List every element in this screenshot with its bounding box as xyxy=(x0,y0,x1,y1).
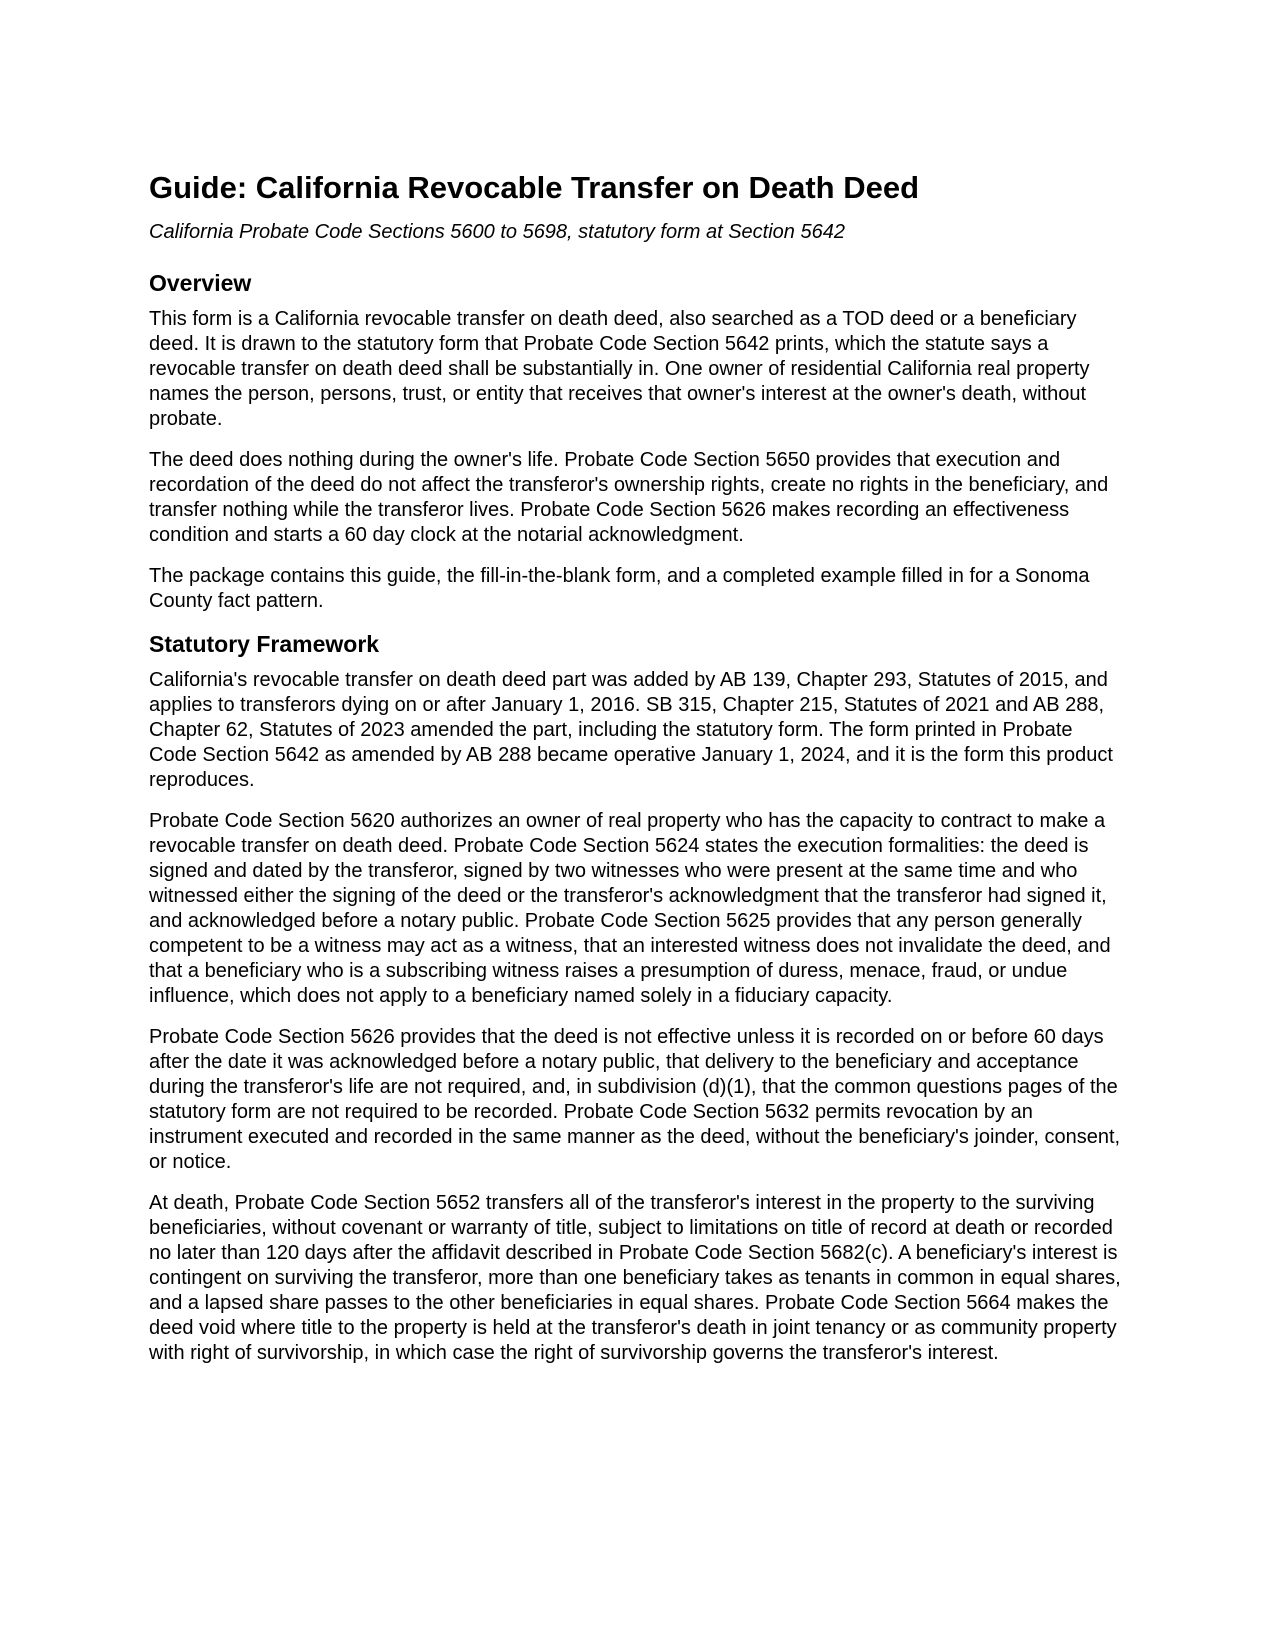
document-page xyxy=(149,170,1124,1382)
paragraph: California's revocable transfer on death deed part was added by AB 139, Chapter 293, Statutes of 2015, and applies to transferors dying on or after January 1, 2016. SB 315, Chapter 215, Statutes of 2021 and AB 288, Chapter 62, Statutes of 2023 amended the part, including the statutory form. The form printed in Probate Code Section 5642 as amended by AB 288 became operative January 1, 2024, and it is the form this product reproduces. xyxy=(149,669,1113,791)
section-overview xyxy=(149,269,1124,614)
paragraph: This form is a California revocable transfer on death deed, also searched as a TOD deed or a beneficiary deed. It is drawn to the statutory form that Probate Code Section 5642 prints, which the statute says a revocable transfer on death deed shall be substantially in. One owner of residential California real property names the person, persons, trust, or entity that receives that owner's interest at the owner's death, without probate. xyxy=(149,308,1090,430)
paragraph: The deed does nothing during the owner's life. Probate Code Section 5650 provides that execution and recordation of the deed do not affect the transferor's ownership rights, create no rights in the beneficiary, and transfer nothing while the transferor lives. Probate Code Section 5626 makes recording an effectiveness condition and starts a 60 day clock at the notarial acknowledgment. xyxy=(149,449,1109,546)
section-heading: Overview xyxy=(149,270,252,296)
document-title: Guide: California Revocable Transfer on Death Deed xyxy=(149,170,920,205)
paragraph: Probate Code Section 5620 authorizes an owner of real property who has the capacity to contract to make a revocable transfer on death deed. Probate Code Section 5624 states the execution formalities: the deed is signed and dated by the transferor, signed by two witnesses who were present at the same time and who witnessed either the signing of the deed or the transferor's acknowledgment that the transferor had signed it, and acknowledged before a notary public. Probate Code Section 5625 provides that any person generally competent to be a witness may act as a witness, that an interested witness does not invalidate the deed, and that a beneficiary who is a subscribing witness raises a presumption of duress, menace, fraud, or undue influence, which does not apply to a beneficiary named solely in a fiduciary capacity. xyxy=(149,810,1111,1007)
paragraph: At death, Probate Code Section 5652 transfers all of the transferor's interest in the property to the surviving beneficiaries, without covenant or warranty of title, subject to limitations on title of record at death or recorded no later than 120 days after the affidavit described in Probate Code Section 5682(c). A beneficiary's interest is contingent on surviving the transferor, more than one beneficiary takes as tenants in common in equal shares, and a lapsed share passes to the other beneficiaries in equal shares. Probate Code Section 5664 makes the deed void where title to the property is held at the transferor's death in joint tenancy or as community property with right of survivorship, in which case the right of survivorship governs the transferor's interest. xyxy=(149,1192,1121,1364)
paragraph: Probate Code Section 5626 provides that the deed is not effective unless it is recorded on or before 60 days after the date it was acknowledged before a notary public, that delivery to the beneficiary and acceptance during the transferor's life are not required, and, in subdivision (d)(1), that the common questions pages of the statutory form are not required to be recorded. Probate Code Section 5632 permits revocation by an instrument executed and recorded in the same manner as the deed, without the beneficiary's joinder, consent, or notice. xyxy=(149,1026,1121,1173)
paragraph: The package contains this guide, the fill-in-the-blank form, and a completed example filled in for a Sonoma County fact pattern. xyxy=(149,565,1090,612)
section-statutory-framework xyxy=(149,630,1124,1366)
section-heading: Statutory Framework xyxy=(149,631,380,657)
document-subtitle: California Probate Code Sections 5600 to 5698, statutory form at Section 5642 xyxy=(149,221,845,243)
